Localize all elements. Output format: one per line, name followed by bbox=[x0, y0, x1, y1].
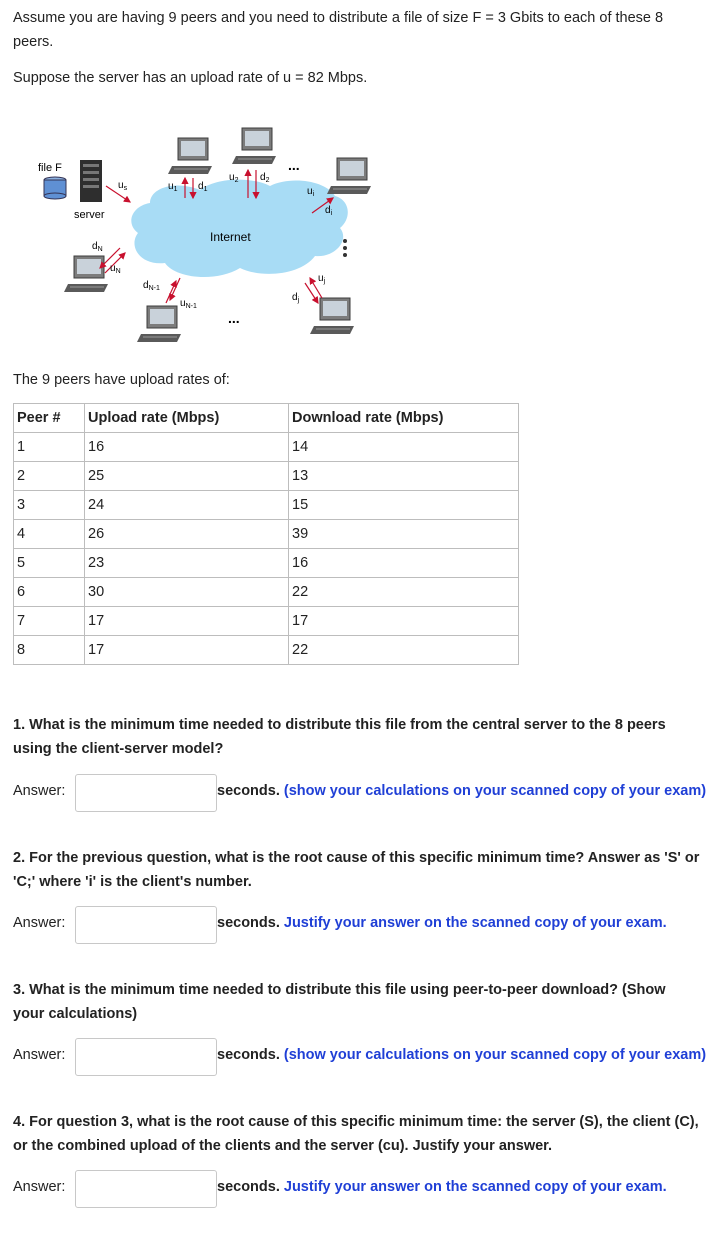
answer-1-row bbox=[13, 774, 723, 810]
cell-upload: 30 bbox=[85, 578, 289, 607]
answer-3-input[interactable] bbox=[75, 1038, 217, 1076]
table-row bbox=[14, 491, 519, 520]
file-label: file F bbox=[38, 162, 62, 174]
answer-1-unit: seconds. (show your calculations on your scanned copy of your exam) bbox=[217, 783, 707, 799]
question-3 bbox=[13, 978, 713, 1026]
question-1-line-1: 1. What is the minimum time needed to distribute this file from the central server to the 8 peers bbox=[13, 717, 666, 733]
dots-top: ... bbox=[288, 157, 300, 173]
cell-peer: 8 bbox=[14, 636, 85, 665]
cell-peer: 4 bbox=[14, 520, 85, 549]
answer-2-note: Justify your answer on the scanned copy of your exam. bbox=[283, 915, 667, 931]
answer-3-note: (show your calculations on your scanned copy of your exam) bbox=[283, 1047, 707, 1063]
peer-1-computer bbox=[168, 138, 212, 174]
intro-line-3: Suppose the server has an upload rate of u = 82 Mbps. bbox=[13, 70, 368, 86]
question-3-line-1: 3. What is the minimum time needed to distribute this file using peer-to-peer download? (Show bbox=[13, 982, 666, 998]
question-4-line-1: 4. For question 3, what is the root cause of this specific minimum time: the server (S), the client (C), bbox=[13, 1114, 699, 1130]
cell-peer: 2 bbox=[14, 462, 85, 491]
cell-upload: 17 bbox=[85, 607, 289, 636]
header-download: Download rate (Mbps) bbox=[289, 404, 519, 433]
svg-text:uN: $u_N$ bbox=[110, 263, 121, 275]
cell-download: 16 bbox=[289, 549, 519, 578]
cell-peer: 1 bbox=[14, 433, 85, 462]
peer-2-computer bbox=[232, 128, 276, 164]
intro-line-1: Assume you are having 9 peers and you need to distribute a file of size F = 3 Gbits to each of these 8 bbox=[13, 10, 664, 26]
answer-1-input[interactable] bbox=[75, 774, 217, 812]
svg-text:ui: $u_i$ bbox=[307, 186, 315, 198]
svg-text:u2: $u_2$ bbox=[229, 172, 239, 184]
peer-N-1-computer bbox=[137, 306, 181, 342]
question-4-line-2: or the combined upload of the clients and the server (cu). Justify your answer. bbox=[13, 1138, 553, 1154]
cell-peer: 5 bbox=[14, 549, 85, 578]
cell-upload: 25 bbox=[85, 462, 289, 491]
answer-4-input[interactable] bbox=[75, 1170, 217, 1208]
table-row bbox=[14, 462, 519, 491]
cell-peer: 3 bbox=[14, 491, 85, 520]
cell-upload: 17 bbox=[85, 636, 289, 665]
server-icon bbox=[80, 160, 102, 202]
table-row bbox=[14, 636, 519, 665]
answer-2-label: Answer: bbox=[13, 915, 66, 931]
question-2-line-1: 2. For the previous question, what is the root cause of this specific minimum time? Answer as 'S' or bbox=[13, 850, 700, 866]
cell-download: 13 bbox=[289, 462, 519, 491]
table-intro: The 9 peers have upload rates of: bbox=[13, 372, 230, 388]
answer-4-note: Justify your answer on the scanned copy of your exam. bbox=[283, 1179, 667, 1195]
svg-text:dj: $d_j$ bbox=[292, 292, 300, 304]
question-1 bbox=[13, 713, 713, 761]
svg-text:d1: $d_1$ bbox=[198, 181, 208, 193]
table-row bbox=[14, 433, 519, 462]
intro-line-2: peers. bbox=[13, 34, 54, 50]
answer-2-row bbox=[13, 906, 723, 942]
file-icon bbox=[44, 177, 66, 199]
answer-4-unit: seconds. Justify your answer on the scanned copy of your exam. bbox=[217, 1179, 667, 1195]
cell-peer: 7 bbox=[14, 607, 85, 636]
svg-text:dN: $d_N$ bbox=[92, 241, 103, 253]
peer-i-computer bbox=[327, 158, 371, 194]
answer-3-unit: seconds. (show your calculations on your scanned copy of your exam) bbox=[217, 1047, 707, 1063]
svg-text:uN-1: $u_{N-1}$ bbox=[180, 298, 197, 310]
table-row bbox=[14, 607, 519, 636]
answer-3-label: Answer: bbox=[13, 1047, 66, 1063]
svg-text:u1: $u_1$ bbox=[168, 181, 178, 193]
question-4 bbox=[13, 1110, 713, 1158]
internet-cloud bbox=[131, 180, 347, 277]
cell-upload: 26 bbox=[85, 520, 289, 549]
svg-text:di: $d_i$ bbox=[325, 205, 333, 217]
cell-download: 22 bbox=[289, 578, 519, 607]
dots-bottom: ... bbox=[228, 310, 240, 326]
answer-1-label: Answer: bbox=[13, 783, 66, 799]
question-1-line-2: using the client-server model? bbox=[13, 741, 224, 757]
cell-upload: 24 bbox=[85, 491, 289, 520]
answer-4-label: Answer: bbox=[13, 1179, 66, 1195]
cell-download: 15 bbox=[289, 491, 519, 520]
svg-text:uj: $u_j$ bbox=[318, 273, 326, 285]
cell-download: 22 bbox=[289, 636, 519, 665]
svg-text:us: $u_s$ bbox=[118, 180, 128, 192]
peer-N-computer bbox=[64, 256, 108, 292]
answer-3-row bbox=[13, 1038, 723, 1074]
question-2 bbox=[13, 846, 713, 894]
cell-download: 39 bbox=[289, 520, 519, 549]
answer-2-input[interactable] bbox=[75, 906, 217, 944]
question-3-line-2: your calculations) bbox=[13, 1006, 138, 1022]
table-row bbox=[14, 549, 519, 578]
peer-j-computer bbox=[310, 298, 354, 334]
header-upload: Upload rate (Mbps) bbox=[85, 404, 289, 433]
cell-peer: 6 bbox=[14, 578, 85, 607]
answer-1-note: (show your calculations on your scanned copy of your exam) bbox=[283, 783, 707, 799]
question-2-line-2: 'C;' where 'i' is the client's number. bbox=[13, 874, 252, 890]
svg-text:d2: $d_2$ bbox=[260, 172, 270, 184]
cell-upload: 16 bbox=[85, 433, 289, 462]
answer-2-unit: seconds. Justify your answer on the scanned copy of your exam. bbox=[217, 915, 667, 931]
network-diagram bbox=[0, 118, 726, 348]
cell-download: 14 bbox=[289, 433, 519, 462]
server-label: server bbox=[74, 209, 105, 221]
svg-text:dN-1: $d_{N-1}$ bbox=[143, 280, 160, 292]
internet-label: Internet bbox=[210, 230, 251, 244]
cell-download: 17 bbox=[289, 607, 519, 636]
table-row bbox=[14, 520, 519, 549]
header-peer: Peer # bbox=[14, 404, 85, 433]
cell-upload: 23 bbox=[85, 549, 289, 578]
answer-4-row bbox=[13, 1170, 723, 1206]
peer-rates-table bbox=[13, 403, 519, 665]
table-row bbox=[14, 578, 519, 607]
